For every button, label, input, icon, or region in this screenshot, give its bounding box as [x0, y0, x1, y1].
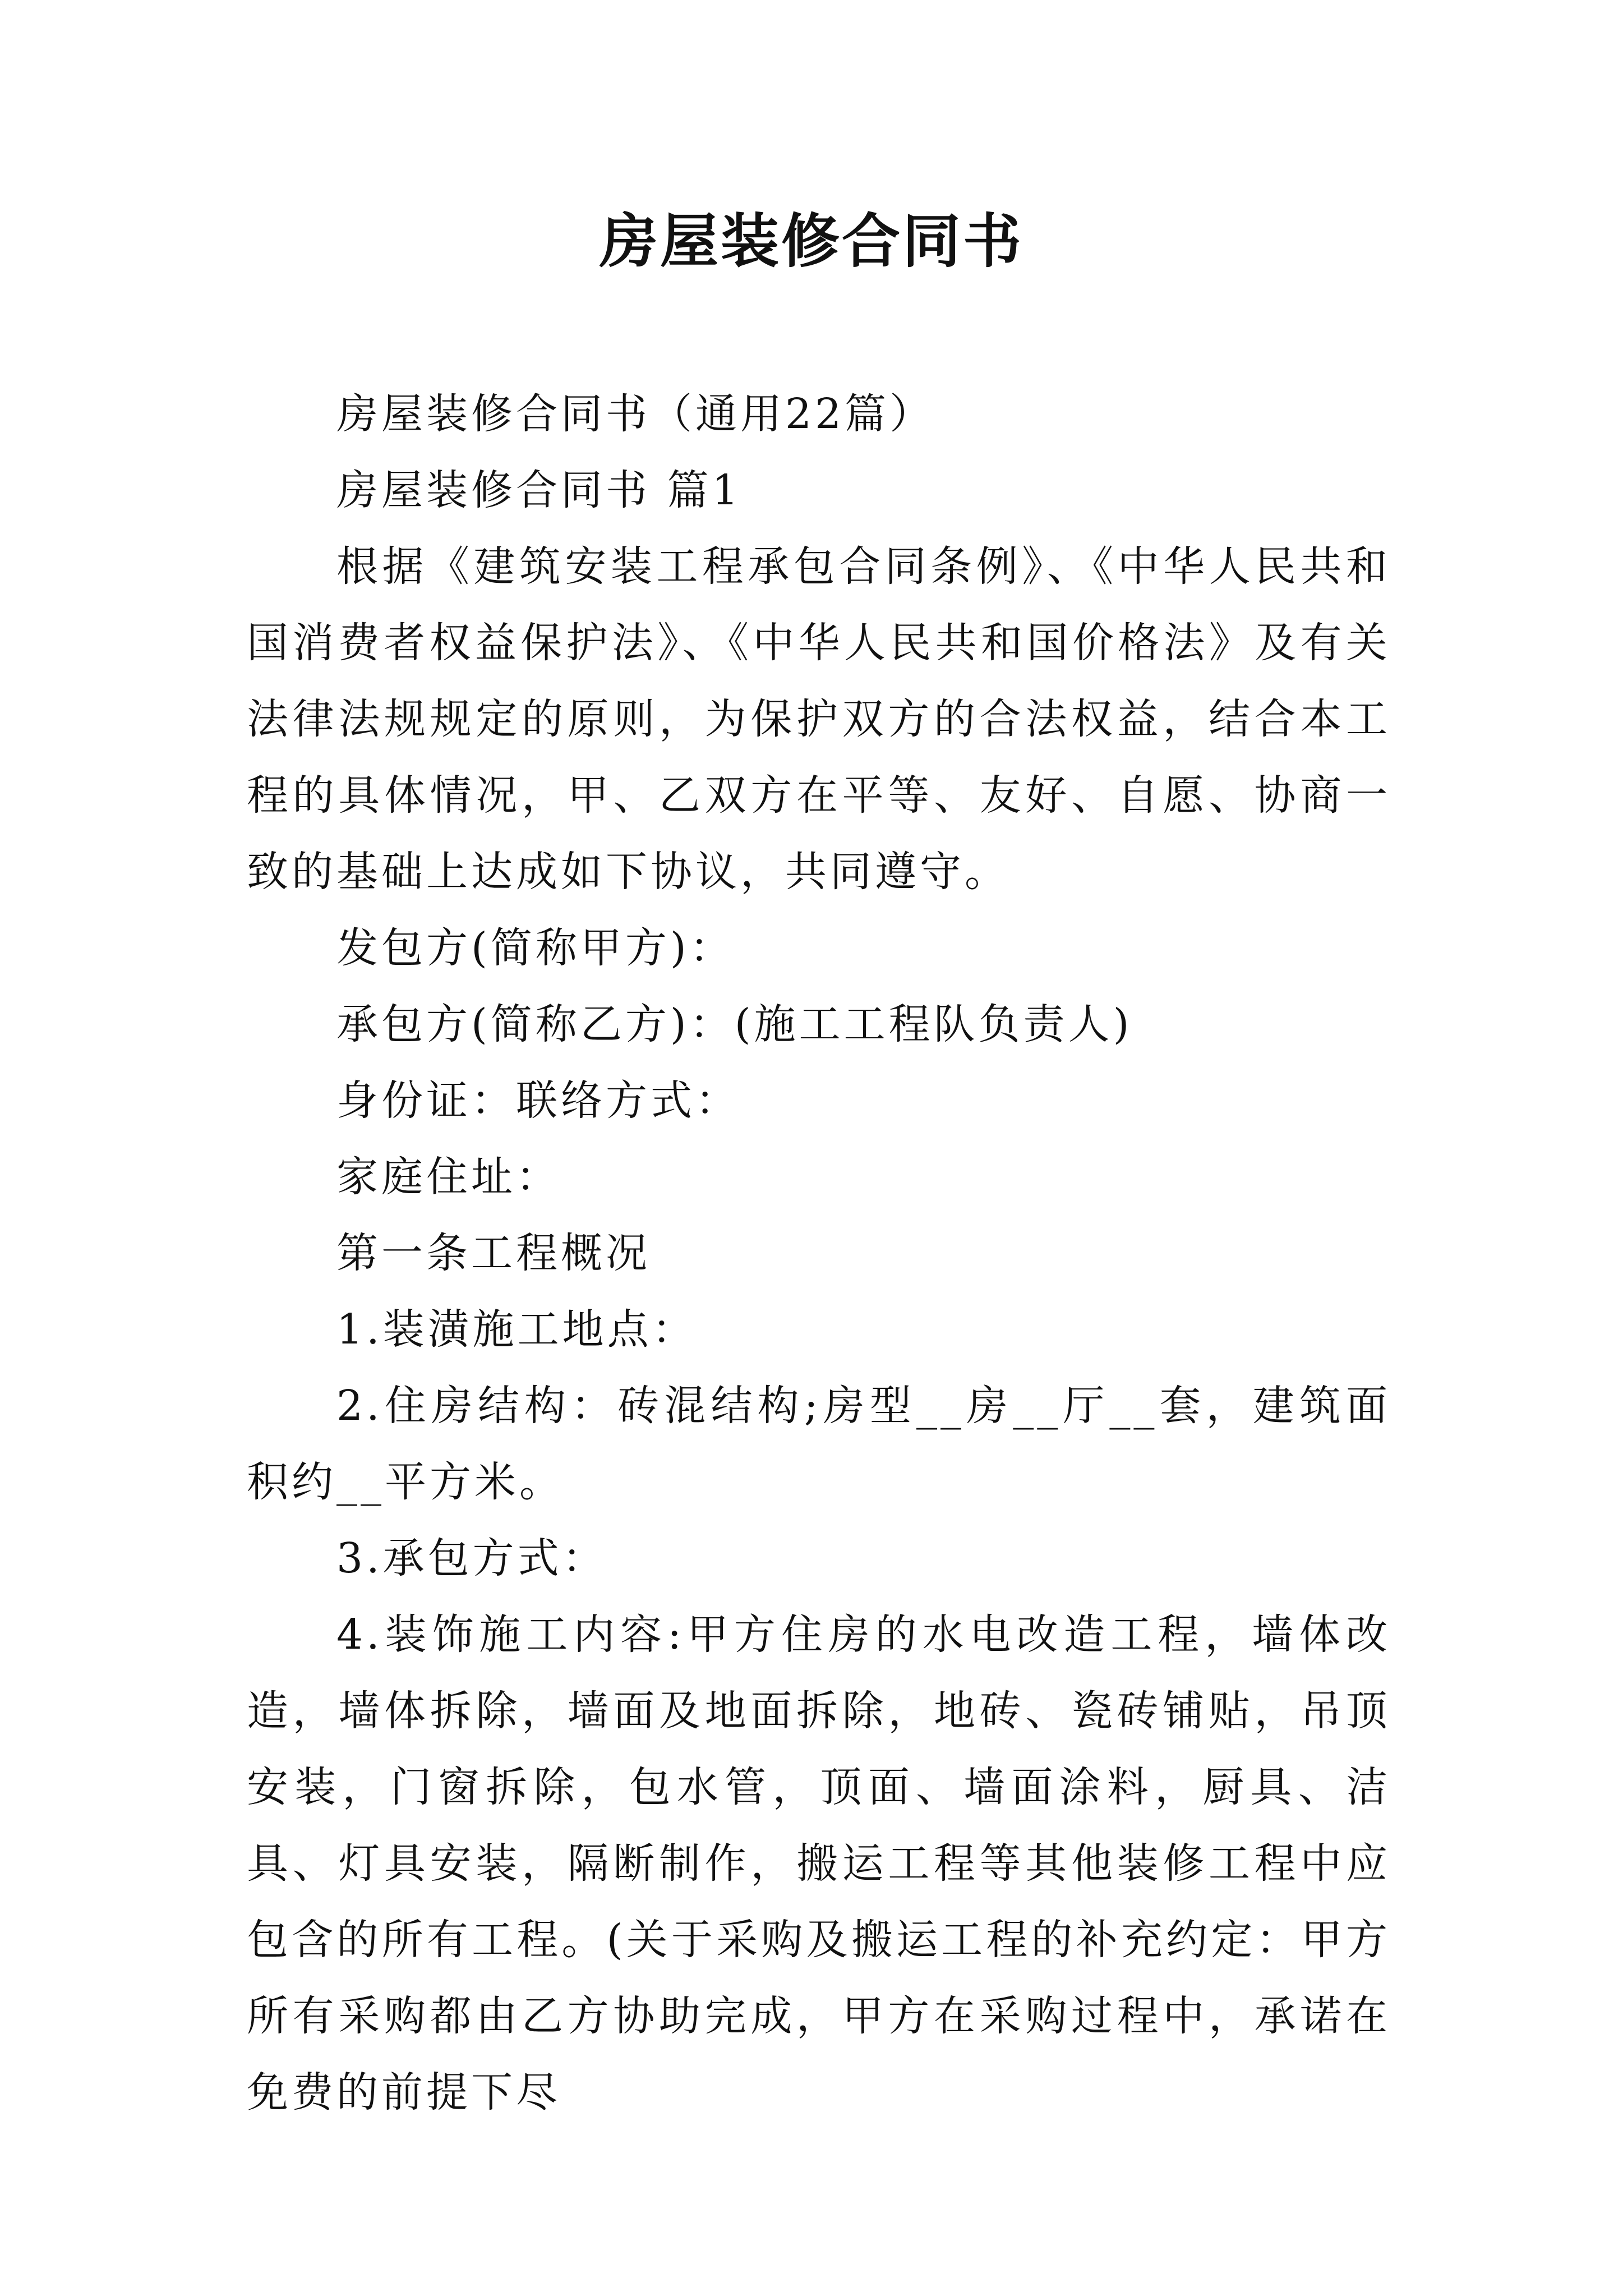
party-b-line: 承包方(简称乙方)：(施工工程队负责人)	[336, 1000, 1133, 1048]
clause-1: 1.装潢施工地点：	[336, 1305, 697, 1354]
clause-3: 3.承包方式：	[336, 1534, 607, 1582]
article-heading: 第一条工程概况	[336, 1229, 651, 1277]
party-a-line: 发包方(简称甲方)：	[336, 924, 735, 972]
id-contact-line: 身份证：联络方式：	[336, 1076, 740, 1125]
document-body	[247, 376, 1391, 2131]
clause-4: 4.装饰施工内容:甲方住房的水电改造工程，墙体改造，墙体拆除，墙面及地面拆除，地砖、瓷砖铺贴，吊顶安装，门窗拆除，包水管，顶面、墙面涂料，厨具、洁具、灯具安装，隔断制作，搬运工程等其他装修工程中应包含的所有工程。(关于采购及搬运工程的补充约定：甲方所有采购都由乙方协助完成，甲方在采购过程中，承诺在免费的前提下尽	[247, 1611, 1391, 2116]
section-heading: 房屋装修合同书 篇1	[336, 466, 742, 514]
clause-2: 2.住房结构：砖混结构;房型__房__厅__套，建筑面积约__平方米。	[247, 1382, 1391, 1506]
address-line: 家庭住址：	[336, 1153, 561, 1201]
preamble-paragraph: 根据《建筑安装工程承包合同条例》、《中华人民共和国消费者权益保护法》、《中华人民共和国价格法》及有关法律法规规定的原则，为保护双方的合法权益，结合本工程的具体情况，甲、乙双方在平等、友好、自愿、协商一致的基础上达成如下协议，共同遵守。	[247, 542, 1391, 896]
subtitle: 房屋装修合同书（通用22篇）	[336, 390, 935, 438]
document-title: 房屋装修合同书	[599, 206, 1023, 275]
